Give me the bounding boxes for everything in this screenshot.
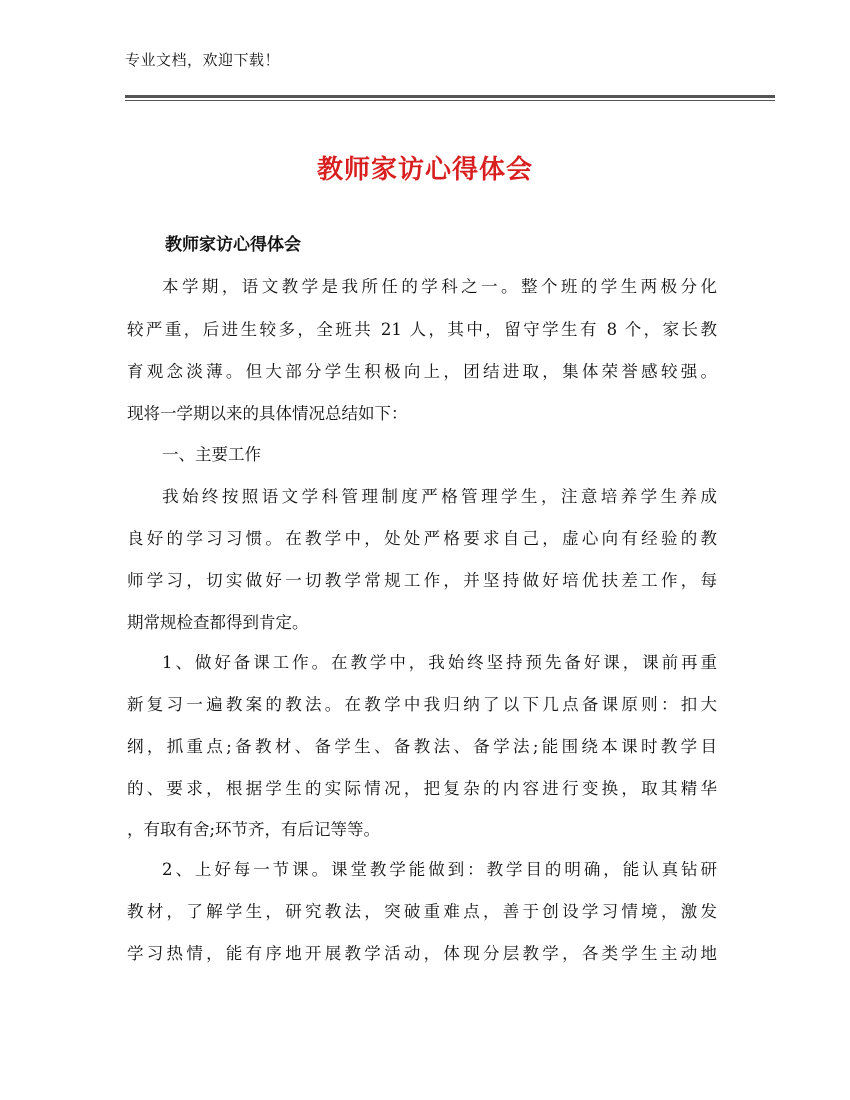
body-line: 师学习，切实做好一切教学常规工作，并坚持做好培优扶差工作，每	[127, 571, 717, 590]
body-line: 的、要求，根据学生的实际情况，把复杂的内容进行变换，取其精华	[127, 779, 717, 798]
header-divider-thick	[125, 95, 775, 98]
body-line: 2、上好每一节课。课堂教学能做到：教学目的明确，能认真钻研	[162, 860, 717, 879]
document-subtitle: 教师家访心得体会	[165, 235, 301, 255]
body-line: 新复习一遍教案的教法。在教学中我归纳了以下几点备课原则：扣大	[127, 695, 717, 714]
body-line: 学习热情，能有序地开展教学活动，体现分层教学，各类学生主动地	[127, 944, 717, 963]
body-line: 较严重，后进生较多，全班共 21 人，其中，留守学生有 8 个，家长教	[127, 320, 717, 339]
body-line: 我始终按照语文学科管理制度严格管理学生，注意培养学生养成	[162, 487, 717, 506]
header-text: 专业文档，欢迎下载！	[125, 51, 281, 69]
body-line: 纲，抓重点;备教材、备学生、备教法、备学法;能围绕本课时教学目	[127, 737, 717, 756]
section-heading: 一、主要工作	[162, 445, 261, 464]
body-line: 1、做好备课工作。在教学中，我始终坚持预先备好课，课前再重	[162, 653, 717, 672]
body-line: 育观念淡薄。但大部分学生积极向上，团结进取，集体荣誉感较强。	[127, 362, 717, 381]
body-line: 本学期，语文教学是我所任的学科之一。整个班的学生两极分化	[162, 277, 717, 296]
body-line: 期常规检查都得到肯定。	[127, 613, 309, 632]
body-line: 教材，了解学生，研究教法，突破重难点，善于创设学习情境，激发	[127, 902, 717, 921]
document-title: 教师家访心得体会	[316, 155, 533, 185]
body-line: 良好的学习习惯。在教学中，处处严格要求自己，虚心向有经验的教	[127, 529, 717, 548]
body-line: ，有取有舍;环节齐，有后记等等。	[127, 820, 381, 839]
header-divider-thin	[125, 100, 775, 101]
body-line: 现将一学期以来的具体情况总结如下：	[127, 404, 408, 423]
